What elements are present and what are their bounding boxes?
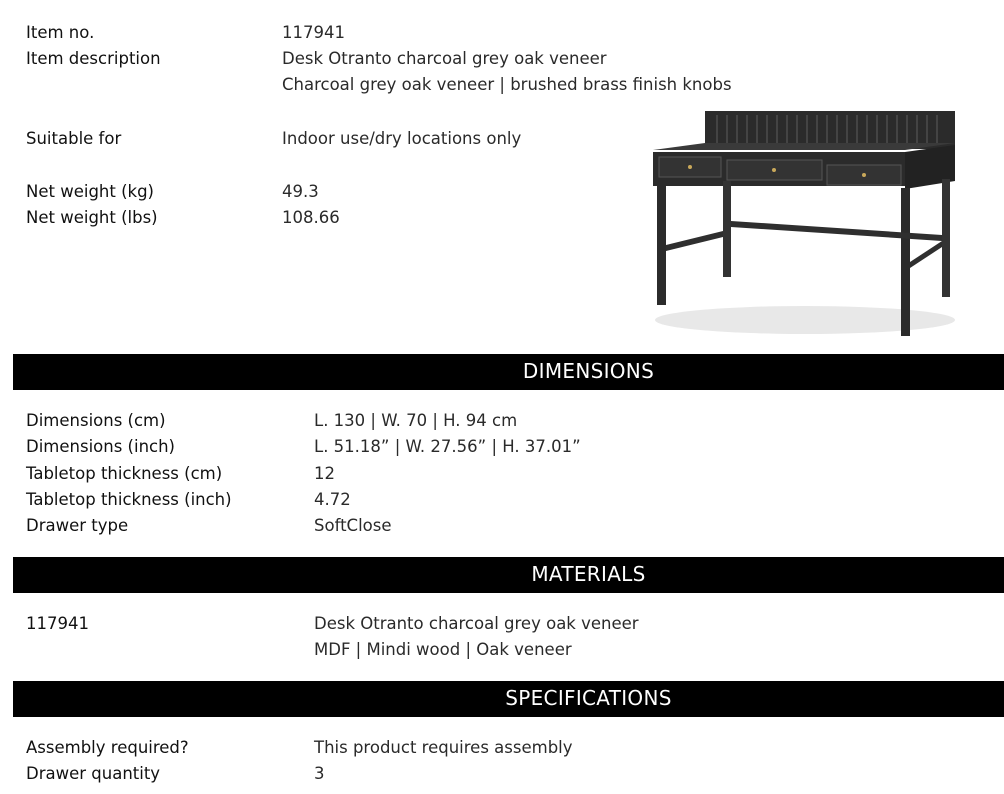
- assembly-required-label: Assembly required?: [26, 738, 189, 757]
- tabletop-thickness-cm-value: 12: [314, 464, 335, 483]
- tabletop-thickness-inch-label: Tabletop thickness (inch): [26, 490, 232, 509]
- dimensions-cm-label: Dimensions (cm): [26, 411, 166, 430]
- materials-section-header: [13, 557, 1004, 593]
- tabletop-thickness-inch-value: 4.72: [314, 490, 351, 509]
- desk-leg-front-right: [901, 188, 910, 336]
- dimensions-inch-value: L. 51.18” | W. 27.56” | H. 37.01”: [314, 437, 581, 456]
- dimensions-inch-label: Dimensions (inch): [26, 437, 175, 456]
- tabletop-thickness-cm-label: Tabletop thickness (cm): [26, 464, 223, 483]
- desk-stretcher-right: [910, 241, 942, 268]
- desk-leg-front-left: [657, 185, 666, 305]
- drawer-type-value: SoftClose: [314, 516, 392, 535]
- dimensions-section-header: [13, 354, 1004, 390]
- item-no-label: Item no.: [26, 23, 95, 42]
- specifications-section-header: [13, 681, 1004, 717]
- desk-leg-back-left: [723, 181, 731, 277]
- desk-stretcher-back: [731, 221, 942, 241]
- desk-knob-left: [688, 165, 692, 169]
- dimensions-cm-value: L. 130 | W. 70 | H. 94 cm: [314, 411, 518, 430]
- materials-title: MATERIALS: [531, 562, 646, 586]
- item-description-label: Item description: [26, 49, 161, 68]
- specifications-title: SPECIFICATIONS: [505, 686, 672, 710]
- desk-stretcher-left: [666, 231, 723, 251]
- item-description-value: Desk Otranto charcoal grey oak veneer: [282, 49, 607, 68]
- suitable-for-label: Suitable for: [26, 129, 122, 148]
- net-weight-lbs-label: Net weight (lbs): [26, 208, 158, 227]
- suitable-for-value: Indoor use/dry locations only: [282, 129, 522, 148]
- drawer-quantity-value: 3: [314, 764, 325, 783]
- desk-tabletop: [653, 143, 955, 150]
- dimensions-title: DIMENSIONS: [522, 359, 655, 383]
- materials-item-composition: MDF | Mindi wood | Oak veneer: [314, 640, 572, 659]
- item-description-detail: Charcoal grey oak veneer | brushed brass finish knobs: [282, 75, 732, 94]
- desk-product-image: [645, 105, 965, 340]
- drawer-type-label: Drawer type: [26, 516, 129, 535]
- materials-item-name: Desk Otranto charcoal grey oak veneer: [314, 614, 639, 633]
- desk-knob-right: [862, 173, 866, 177]
- desk-knob-middle: [772, 168, 776, 172]
- item-no-value: 117941: [282, 23, 345, 42]
- net-weight-kg-label: Net weight (kg): [26, 182, 154, 201]
- net-weight-lbs-value: 108.66: [282, 208, 340, 227]
- assembly-required-value: This product requires assembly: [314, 738, 573, 757]
- net-weight-kg-value: 49.3: [282, 182, 319, 201]
- materials-item-label: 117941: [26, 614, 89, 633]
- drawer-quantity-label: Drawer quantity: [26, 764, 161, 783]
- desk-leg-back-right: [942, 179, 950, 297]
